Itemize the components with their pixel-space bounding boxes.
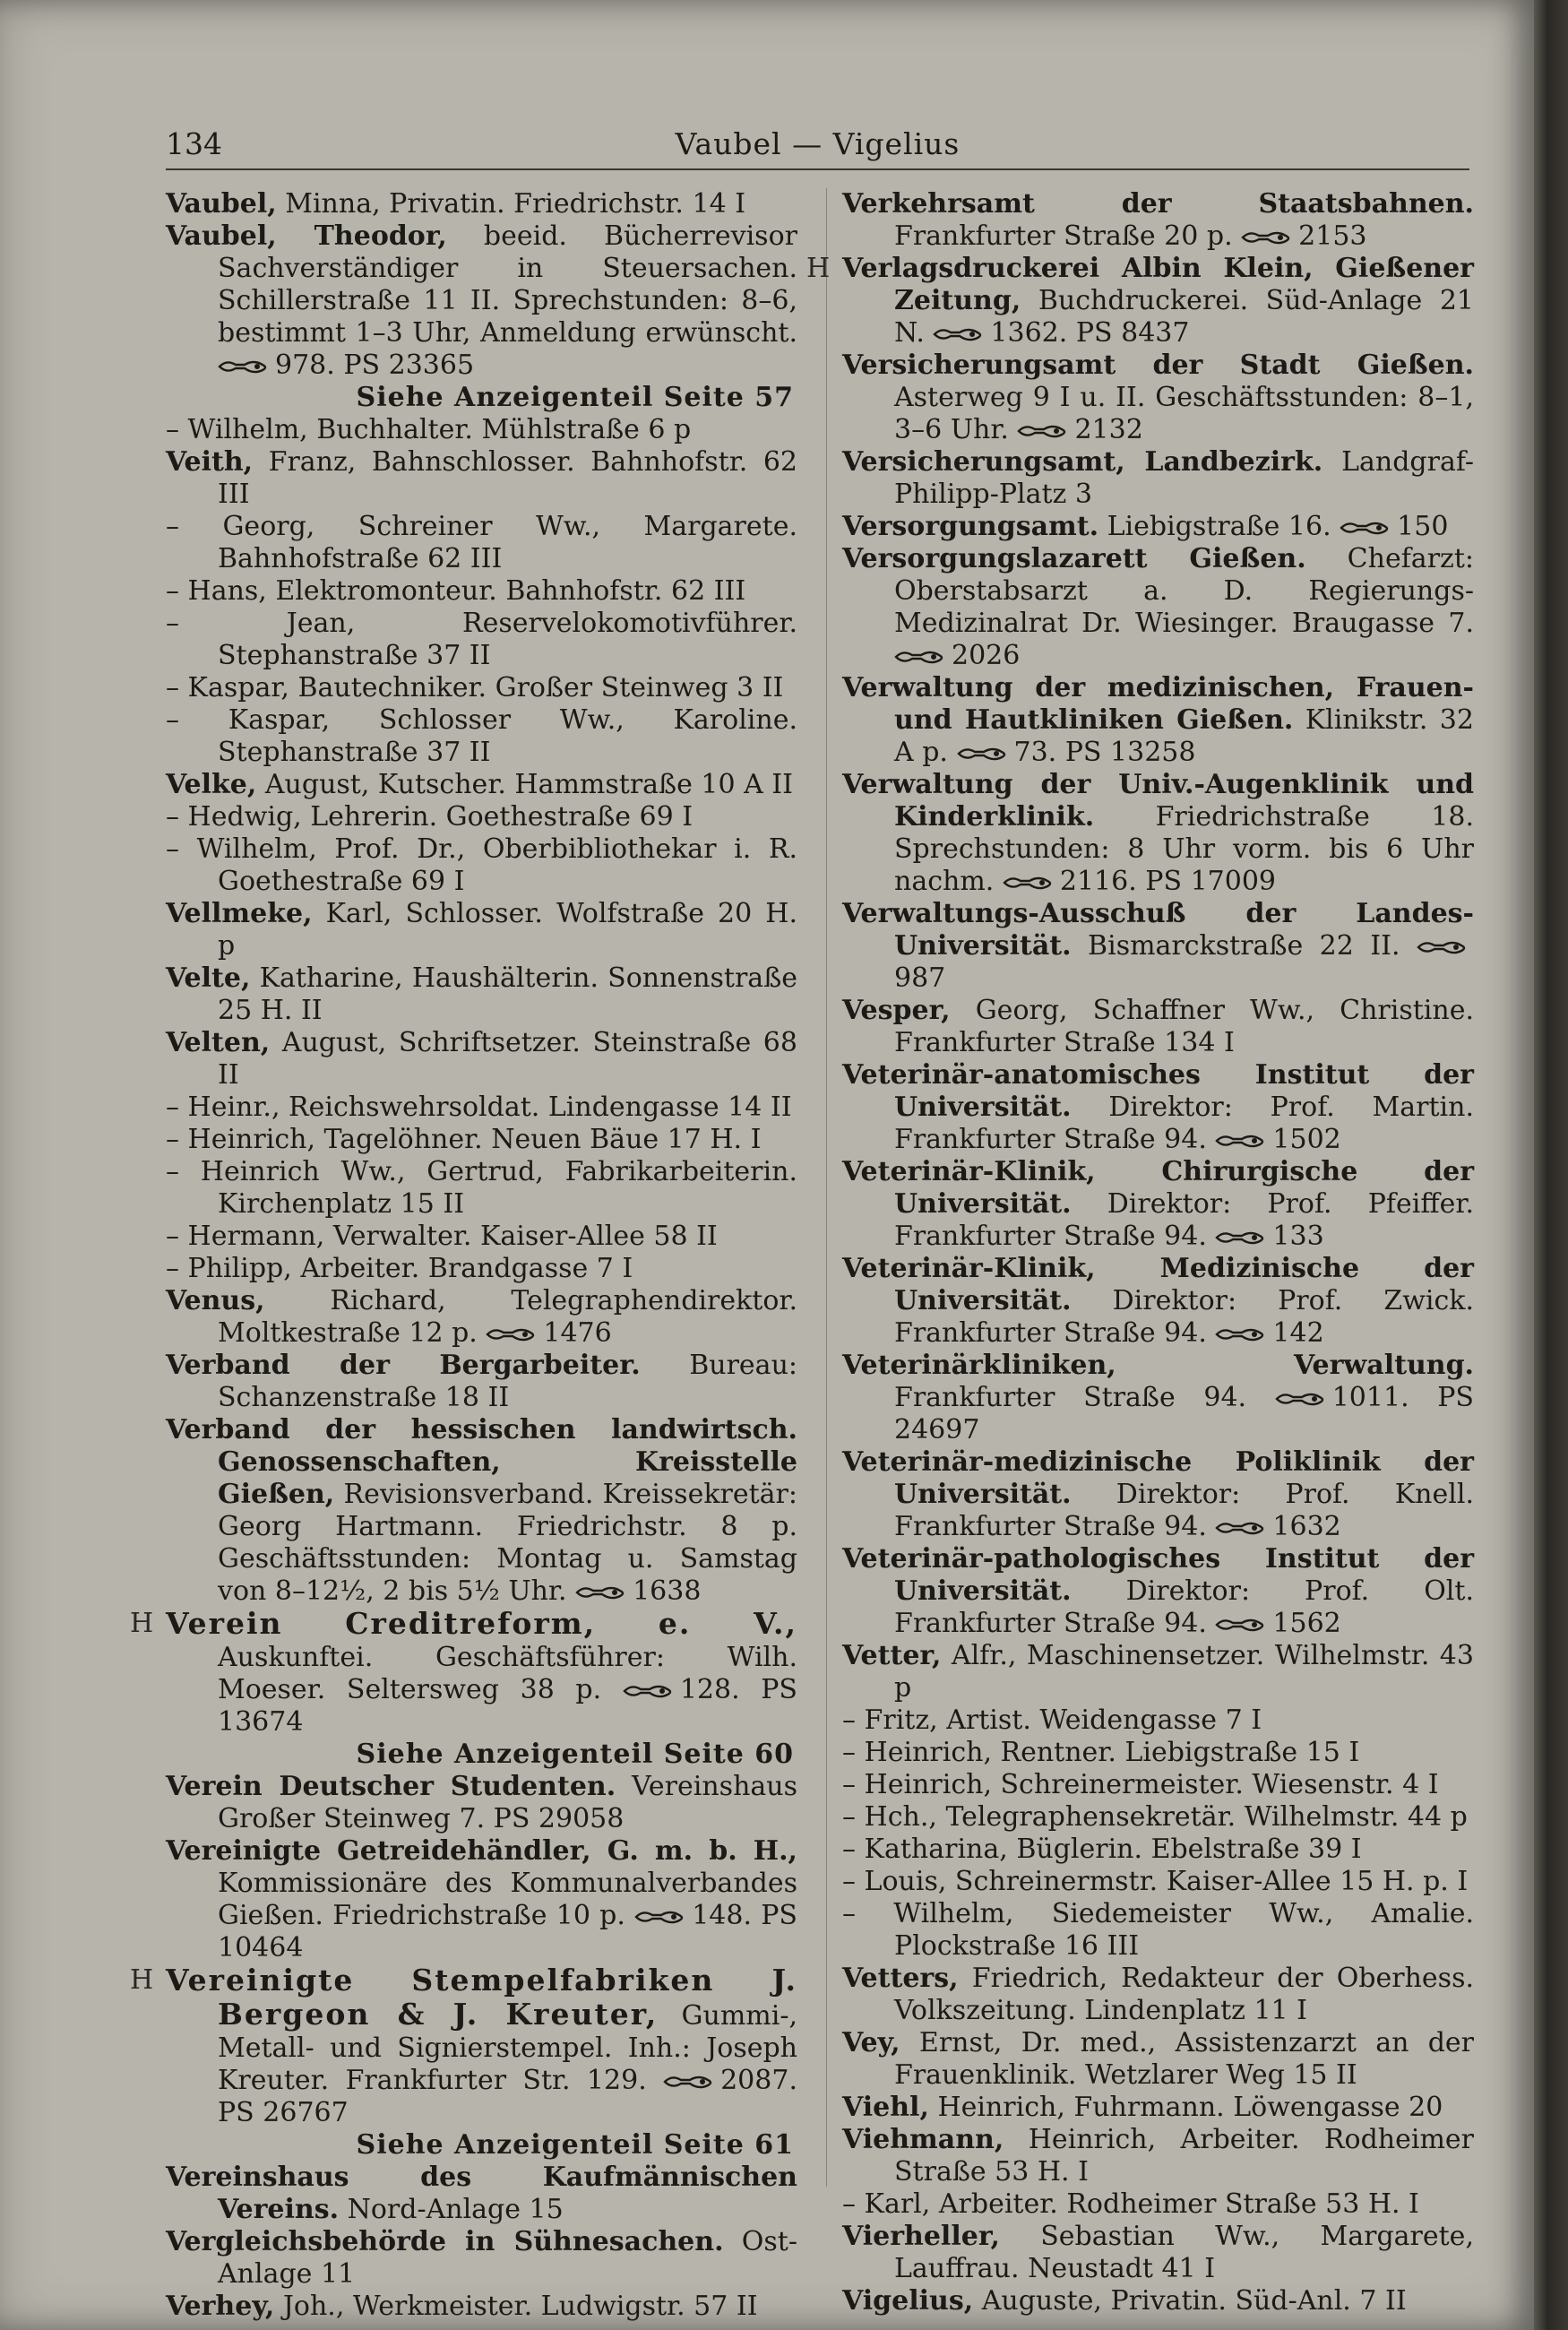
advertiser-mark: H	[806, 253, 831, 284]
entry-text: Katharina, Büglerin. Ebelstraße 39 I	[864, 1834, 1362, 1865]
entry-text: Heinrich Ww., Gertrud, Fabrikarbeiterin. Kirchenplatz 15 II	[200, 1156, 797, 1220]
entry-text: Wilhelm, Prof. Dr., Oberbibliothekar i. R. Goethestraße 69 I	[196, 833, 797, 897]
directory-entry	[842, 672, 1474, 769]
entry-name: Vaubel, Theodor,	[166, 220, 447, 252]
entry-name: Velten,	[166, 1027, 271, 1058]
advertiser-mark: H	[130, 1608, 154, 1639]
telephone-icon	[1215, 1132, 1267, 1150]
sub-entry	[166, 801, 797, 833]
sub-entry	[166, 511, 797, 575]
directory-entry	[166, 220, 797, 382]
directory-entry	[842, 995, 1474, 1059]
directory-entry	[166, 2162, 797, 2226]
directory-entry	[842, 1156, 1474, 1253]
telephone-icon	[1003, 874, 1055, 892]
entry-text: Heinrich, Schreinermeister. Wiesenstr. 4 I	[864, 1769, 1439, 1800]
entry-text: Heinr., Reichswehrsoldat. Lindengasse 14 II	[187, 1092, 792, 1123]
entry-name: Vergleichsbehörde in Sühnesachen.	[166, 2226, 724, 2257]
telephone-number: 150	[1397, 511, 1449, 542]
entry-text: Kaspar, Schlosser Ww., Karoline. Stephanstraße 37 II	[218, 704, 798, 768]
telephone-number: 2153	[1298, 220, 1367, 252]
entry-name: Viehl,	[842, 2092, 929, 2123]
entry-name: Versicherungsamt, Landbezirk.	[842, 446, 1323, 478]
directory-entry	[842, 2027, 1474, 2092]
telephone-number: 1562	[1272, 1608, 1341, 1639]
directory-entry	[130, 1963, 797, 2129]
directory-entry	[166, 188, 797, 220]
entry-text: Direktor: Prof. Knell. Frankfurter Straße 94.	[894, 1479, 1474, 1542]
entry-text: Hermann, Verwalter. Kaiser-Allee 58 II	[187, 1221, 718, 1252]
telephone-icon	[894, 648, 946, 666]
entry-text: Georg, Schaffner Ww., Christine. Frankfurter Straße 134 I	[894, 995, 1474, 1058]
directory-entry	[842, 1253, 1474, 1350]
entry-name: Vetters,	[842, 1963, 959, 1994]
telephone-number: 142	[1272, 1317, 1324, 1349]
telephone-number: 978. PS 23365	[275, 350, 475, 381]
telephone-number: 2132	[1074, 414, 1143, 445]
entry-name: Vierheller,	[842, 2221, 1000, 2252]
sub-entry	[166, 1253, 797, 1285]
telephone-number: 1502	[1272, 1124, 1341, 1155]
entry-text: Fritz, Artist. Weidengasse 7 I	[864, 1704, 1262, 1736]
repeat-dash: –	[166, 833, 179, 865]
telephone-number: 1011. PS 24697	[894, 1382, 1474, 1445]
entry-name: Vereinigte Stempelfabriken J. Bergeon & J. Kreuter,	[166, 1963, 797, 2032]
entry-text: Hedwig, Lehrerin. Goethestraße 69 I	[187, 801, 694, 833]
entry-text: Heinrich, Arbeiter. Rodheimer Straße 53 H. I	[894, 2124, 1474, 2188]
entry-name: Versicherungsamt der Stadt Gießen.	[842, 350, 1474, 381]
telephone-number: 128. PS 13674	[218, 1674, 797, 1738]
entry-text: Joh., Werkmeister. Ludwigstr. 57 II	[282, 2291, 758, 2322]
directory-entry	[166, 1835, 797, 1964]
telephone-icon	[1275, 1390, 1327, 1408]
directory-entry	[166, 1771, 797, 1835]
telephone-number: 133	[1272, 1221, 1324, 1252]
directory-entry	[842, 2285, 1474, 2317]
entry-name: Verband der hessischen landwirtsch. Genossenschaften, Kreisstelle Gießen,	[166, 1414, 797, 1510]
entry-name: Verlagsdruckerei Albin Klein, Gießener Zeitung,	[842, 253, 1474, 316]
telephone-icon	[933, 325, 985, 343]
repeat-dash: –	[842, 1704, 856, 1736]
entry-text: Vereinshaus Großer Steinweg 7. PS 29058	[218, 1771, 797, 1834]
directory-entry	[130, 1606, 797, 1739]
entry-text: Heinrich, Rentner. Liebigstraße 15 I	[864, 1737, 1360, 1768]
telephone-icon	[1340, 519, 1391, 537]
directory-entry	[806, 253, 1474, 350]
entry-name: Verwaltung der Univ.-Augenklinik und Kinderklinik.	[842, 769, 1474, 833]
directory-entry	[842, 2092, 1474, 2124]
entry-text: Franz, Bahnschlosser. Bahnhofstr. 62 III	[218, 446, 797, 510]
entry-name: Veterinär-Klinik, Medizinische der Universität.	[842, 1253, 1474, 1316]
entry-text: beeid. Bücherrevisor Sachverständiger in Steuersachen. Schillerstraße 11 II. Sprechstunden: 8–6, bestimmt 1–3 Uhr, Anmeldung erwünscht.	[218, 220, 797, 349]
entry-name: Verkehrsamt der Staatsbahnen.	[842, 188, 1474, 220]
entry-text: Bureau: Schanzenstraße 18 II	[218, 1350, 797, 1413]
entry-text: Auguste, Privatin. Süd-Anl. 7 II	[981, 2285, 1407, 2317]
entry-text: Chefarzt: Oberstabsarzt a. D. Regierungs-Medizinalrat Dr. Wiesinger. Braugasse 7.	[894, 543, 1474, 639]
directory-entry	[166, 1414, 797, 1608]
entry-text: Hch., Telegraphensekretär. Wilhelmstr. 44 p	[864, 1801, 1468, 1833]
sub-entry	[166, 1156, 797, 1221]
directory-entry	[166, 769, 797, 801]
entry-text: Direktor: Prof. Olt. Frankfurter Straße 94.	[894, 1575, 1474, 1639]
advert-reference: Siehe Anzeigenteil Seite 60	[356, 1739, 794, 1770]
entry-name: Vigelius,	[842, 2285, 974, 2317]
sub-entry	[166, 575, 797, 608]
sub-entry	[842, 1801, 1474, 1834]
entry-text: Heinrich, Fuhrmann. Löwengasse 20	[937, 2092, 1443, 2123]
telephone-number: 2087. PS 26767	[218, 2065, 797, 2128]
telephone-number: 2026	[952, 640, 1021, 671]
right-column	[806, 188, 1474, 2317]
entry-text: Buchdruckerei. Süd-Anlage 21 N.	[894, 285, 1474, 349]
sub-entry	[166, 414, 797, 446]
entry-text: Karl, Schlosser. Wolfstraße 20 H. p	[218, 898, 797, 962]
running-head: Vaubel — Vigelius	[675, 126, 961, 161]
sub-entry	[842, 1898, 1474, 1963]
entry-text: Kommissionäre des Kommunalverbandes Gießen. Friedrichstraße 10 p.	[218, 1868, 797, 1931]
entry-name: Vesper,	[842, 995, 951, 1026]
telephone-number: 1362. PS 8437	[990, 317, 1190, 349]
sub-entry	[842, 1769, 1474, 1801]
telephone-icon	[957, 745, 1009, 763]
entry-text: Karl, Arbeiter. Rodheimer Straße 53 H. I	[864, 2188, 1419, 2220]
entry-text: Jean, Reservelokomotivführer. Stephanstraße 37 II	[218, 608, 797, 671]
directory-entry	[842, 511, 1474, 543]
sub-entry	[166, 608, 797, 672]
repeat-dash: –	[842, 1866, 856, 1897]
entry-name: Vetter,	[842, 1640, 942, 1671]
advert-reference: Siehe Anzeigenteil Seite 57	[356, 382, 794, 413]
directory-entry	[842, 1059, 1474, 1156]
sub-entry	[166, 704, 797, 769]
repeat-dash: –	[166, 1092, 179, 1123]
entry-name: Versorgungslazarett Gießen.	[842, 543, 1306, 574]
telephone-icon	[663, 2073, 715, 2091]
entry-name: Verband der Bergarbeiter.	[166, 1350, 641, 1381]
telephone-icon	[634, 1908, 686, 1926]
repeat-dash: –	[166, 414, 179, 445]
entry-text: Auskunftei. Geschäftsführer: Wilh. Moeser. Seltersweg 38 p.	[218, 1642, 797, 1705]
repeat-dash: –	[166, 511, 179, 542]
entry-text: August, Schriftsetzer. Steinstraße 68 II	[218, 1027, 797, 1091]
repeat-dash: –	[166, 1156, 179, 1187]
sub-entry	[842, 1834, 1474, 1866]
repeat-dash: –	[842, 1801, 856, 1833]
entry-text: Ost-Anlage 11	[218, 2226, 797, 2290]
entry-text: Heinrich, Tagelöhner. Neuen Bäue 17 H. I	[187, 1124, 762, 1155]
telephone-icon	[1215, 1325, 1267, 1343]
entry-text: Klinikstr. 32 A p.	[894, 704, 1474, 768]
page-header	[166, 124, 1469, 170]
repeat-dash: –	[166, 704, 179, 736]
directory-entry	[842, 1446, 1474, 1543]
sub-entry	[166, 672, 797, 704]
entry-name: Versorgungsamt.	[842, 511, 1099, 542]
telephone-number: 1632	[1272, 1511, 1341, 1542]
entry-name: Veith,	[166, 446, 254, 478]
entry-name: Venus,	[166, 1285, 265, 1316]
sub-entry	[166, 1124, 797, 1156]
column-divider	[826, 188, 827, 2187]
repeat-dash: –	[166, 1253, 179, 1284]
directory-entry	[842, 2221, 1474, 2285]
entry-text: Alfr., Maschinensetzer. Wilhelmstr. 43 p	[894, 1640, 1474, 1704]
entry-text: August, Kutscher. Hammstraße 10 A II	[264, 769, 793, 800]
directory-entry	[166, 1027, 797, 1092]
entry-name: Verwaltungs-Ausschuß der Landes-Universität.	[842, 898, 1474, 962]
advert-reference: Siehe Anzeigenteil Seite 61	[356, 2129, 794, 2161]
directory-entry	[166, 2291, 797, 2323]
entry-name: Viehmann,	[842, 2124, 1004, 2155]
repeat-dash: –	[842, 1834, 856, 1865]
telephone-number: 2116. PS 17009	[1059, 866, 1277, 897]
entry-name: Veterinär-medizinische Poliklinik der Universität.	[842, 1446, 1474, 1510]
repeat-dash: –	[166, 801, 179, 833]
entry-text: Friedrich, Redakteur der Oberhess. Volkszeitung. Lindenplatz 11 I	[894, 1963, 1474, 2026]
entry-text: Asterweg 9 I u. II. Geschäftsstunden: 8–1, 3–6 Uhr.	[894, 382, 1474, 445]
repeat-dash: –	[842, 2188, 856, 2220]
entry-name: Vellmeke,	[166, 898, 313, 929]
telephone-icon	[218, 358, 270, 375]
directory-entry	[166, 446, 797, 511]
entry-text: Minna, Privatin. Friedrichstr. 14 I	[285, 188, 746, 220]
telephone-number: 987	[894, 962, 946, 994]
telephone-number: 1638	[633, 1575, 702, 1607]
directory-entry	[166, 1285, 797, 1350]
sub-entry	[166, 1221, 797, 1253]
sub-entry	[842, 2188, 1474, 2221]
telephone-number: 1476	[543, 1317, 612, 1349]
entry-text: Richard, Telegraphendirektor. Moltkestraße 12 p.	[218, 1285, 797, 1349]
directory-entry	[842, 769, 1474, 898]
directory-entry	[842, 350, 1474, 446]
left-column	[130, 188, 798, 2323]
telephone-icon	[1417, 938, 1469, 956]
entry-text: Georg, Schreiner Ww., Margarete. Bahnhofstraße 62 III	[218, 511, 797, 574]
entry-text: Philipp, Arbeiter. Brandgasse 7 I	[187, 1253, 633, 1284]
entry-text: Landgraf-Philipp-Platz 3	[894, 446, 1474, 510]
telephone-icon	[575, 1584, 627, 1601]
entry-name: Veterinär-anatomisches Institut der Universität.	[842, 1059, 1474, 1123]
entry-name: Veterinär-pathologisches Institut der Universität.	[842, 1543, 1474, 1607]
entry-name: Veterinär-Klinik, Chirurgische der Universität.	[842, 1156, 1474, 1220]
entry-text: Direktor: Prof. Pfeiffer. Frankfurter Straße 94.	[894, 1188, 1474, 1252]
entry-text: Hans, Elektromonteur. Bahnhofstr. 62 III	[187, 575, 746, 607]
directory-entry	[842, 188, 1474, 253]
telephone-number: 148. PS 10464	[218, 1900, 797, 1963]
directory-entry	[166, 962, 797, 1027]
directory-entry	[842, 1963, 1474, 2027]
book-edge	[1534, 0, 1568, 2330]
telephone-icon	[623, 1682, 675, 1700]
entry-text: Louis, Schreinermstr. Kaiser-Allee 15 H. p. I	[864, 1866, 1469, 1897]
directory-entry	[842, 1350, 1474, 1446]
entry-text: Sebastian Ww., Margarete, Lauffrau. Neustadt 41 I	[894, 2221, 1474, 2284]
entry-text: Gummi-, Metall- und Signierstempel. Inh.: Joseph Kreuter. Frankfurter Str. 129.	[218, 2000, 797, 2096]
entry-text: Direktor: Prof. Martin. Frankfurter Straße 94.	[894, 1092, 1474, 1155]
telephone-icon	[1215, 1519, 1267, 1537]
entry-name: Verein Creditreform, e. V.,	[166, 1606, 797, 1641]
entry-name: Velke,	[166, 769, 257, 800]
telephone-icon	[1215, 1229, 1267, 1247]
entry-text: Direktor: Prof. Zwick. Frankfurter Straße 94.	[894, 1285, 1474, 1349]
sub-entry	[166, 1092, 797, 1124]
entry-text: Bismarckstraße 22 II.	[1088, 930, 1400, 962]
repeat-dash: –	[166, 1221, 179, 1252]
entry-text: Katharine, Haushälterin. Sonnenstraße 25 H. II	[218, 962, 797, 1026]
entry-text: Frankfurter Straße 94.	[894, 1382, 1247, 1413]
entry-name: Vereinshaus des Kaufmännischen Vereins.	[166, 2162, 797, 2225]
entry-name: Verhey,	[166, 2291, 275, 2322]
entry-name: Verein Deutscher Studenten.	[166, 1771, 616, 1802]
sub-entry	[842, 1737, 1474, 1769]
entry-text: Liebigstraße 16.	[1107, 511, 1331, 542]
directory-entry	[842, 543, 1474, 672]
sub-entry	[842, 1704, 1474, 1737]
advertiser-mark: H	[130, 1964, 154, 1996]
repeat-dash: –	[166, 575, 179, 607]
directory-entry	[842, 1640, 1474, 1704]
directory-entry	[166, 1350, 797, 1414]
entry-text: Kaspar, Bautechniker. Großer Steinweg 3 II	[187, 672, 784, 703]
entry-text: Friedrichstraße 18. Sprechstunden: 8 Uhr vorm. bis 6 Uhr nachm.	[894, 801, 1474, 897]
repeat-dash: –	[166, 1124, 179, 1155]
repeat-dash: –	[166, 672, 179, 703]
entry-text: Revisionsverband. Kreissekretär: Georg Hartmann. Friedrichstr. 8 p. Geschäftsstunden: Montag u. Samstag von 8–12½, 2 bis 5½ Uhr.	[218, 1479, 797, 1607]
directory-entry	[166, 898, 797, 962]
repeat-dash: –	[842, 1898, 856, 1929]
entry-name: Vey,	[842, 2027, 900, 2058]
entry-name: Verwaltung der medizinischen, Frauen- und Hautkliniken Gießen.	[842, 672, 1474, 736]
repeat-dash: –	[842, 1769, 856, 1800]
telephone-icon	[1215, 1616, 1267, 1634]
entry-text: Ernst, Dr. med., Assistenzarzt an der Frauenklinik. Wetzlarer Weg 15 II	[894, 2027, 1474, 2091]
entry-name: Vereinigte Getreidehändler, G. m. b. H.,	[166, 1835, 797, 1867]
entry-text: Wilhelm, Siedemeister Ww., Amalie. Plockstraße 16 III	[893, 1898, 1474, 1962]
directory-entry	[842, 2124, 1474, 2188]
directory-entry	[166, 2226, 797, 2291]
telephone-icon	[1241, 229, 1293, 246]
page-number: 134	[166, 126, 222, 161]
telephone-number: 73. PS 13258	[1013, 737, 1196, 768]
entry-name: Velte,	[166, 962, 251, 994]
entry-text: Frankfurter Straße 20 p.	[894, 220, 1233, 252]
repeat-dash: –	[166, 608, 179, 639]
directory-entry	[842, 446, 1474, 511]
entry-text: Wilhelm, Buchhalter. Mühlstraße 6 p	[187, 414, 692, 445]
sub-entry	[166, 833, 797, 898]
directory-entry	[842, 1543, 1474, 1640]
sub-entry	[842, 1866, 1474, 1898]
entry-name: Veterinärkliniken, Verwaltung.	[842, 1350, 1474, 1381]
repeat-dash: –	[842, 1737, 856, 1768]
entry-text: Nord-Anlage 15	[347, 2194, 564, 2225]
telephone-icon	[1017, 422, 1069, 440]
directory-entry	[842, 898, 1474, 995]
telephone-icon	[486, 1325, 538, 1343]
entry-name: Vaubel,	[166, 188, 277, 220]
